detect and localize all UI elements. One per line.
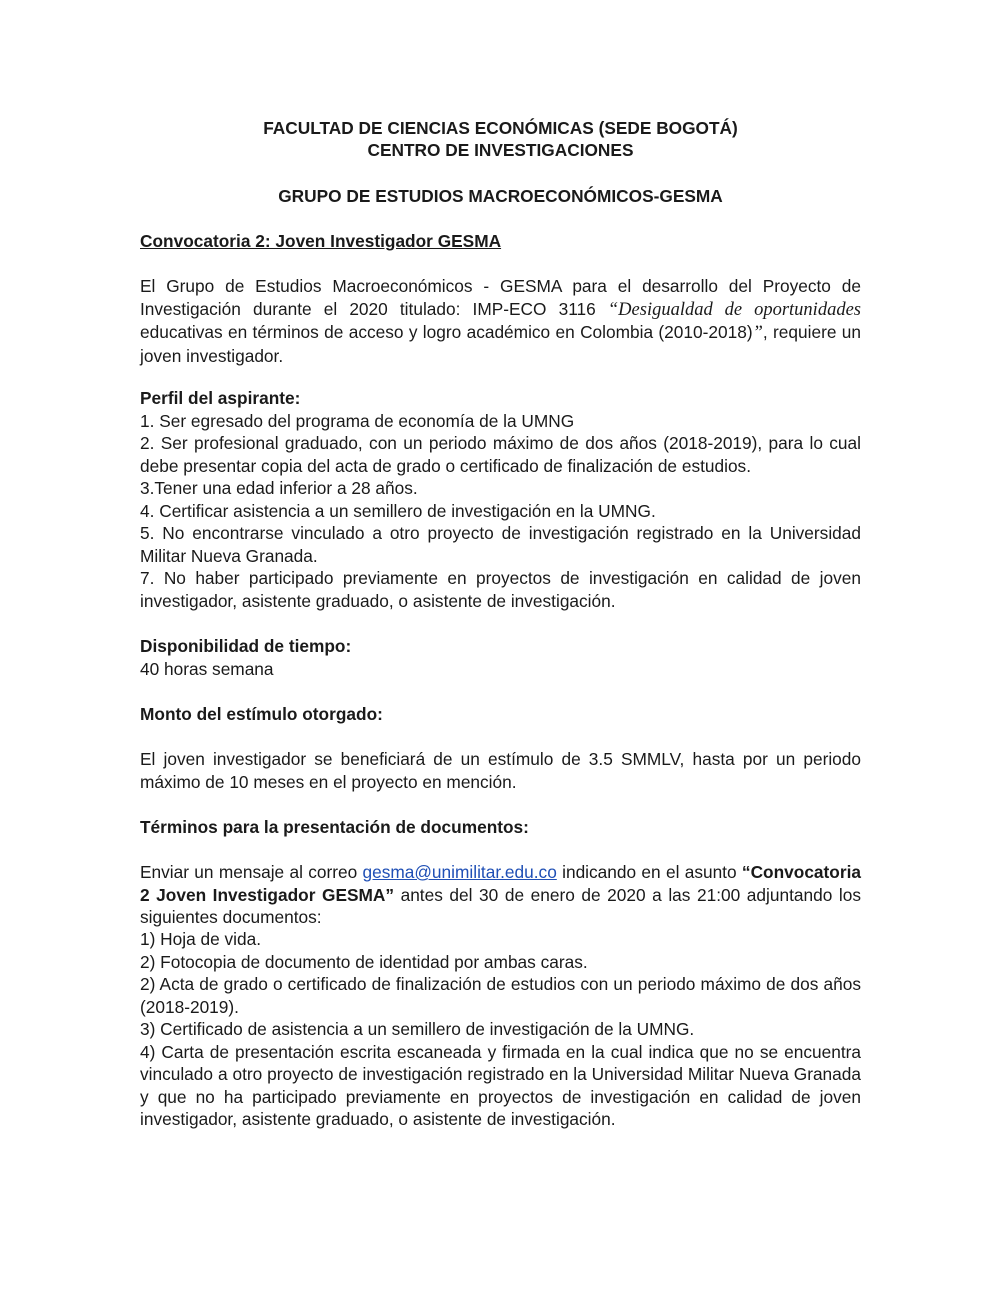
profile-item: 7. No haber participado previamente en proyectos de investigación en calidad de joven investigador, asistente graduado, o asistente de investigación. xyxy=(140,568,861,611)
documents-list xyxy=(140,928,861,1131)
profile-item: 5. No encontrarse vinculado a otro proyecto de investigación registrado en la Universidad Militar Nueva Granada. xyxy=(140,523,861,566)
document-item: 2) Acta de grado o certificado de finalización de estudios con un periodo máximo de dos años (2018-2019). xyxy=(140,974,861,1017)
intro-italic-title: “Desigualdad de oportunidades xyxy=(607,299,861,320)
terms-paragraph xyxy=(140,861,861,929)
email-link[interactable]: gesma@unimilitar.edu.co xyxy=(362,862,557,882)
faculty-line: FACULTAD DE CIENCIAS ECONÓMICAS (SEDE BOGOTÁ) xyxy=(263,118,738,138)
center-line: CENTRO DE INVESTIGACIONES xyxy=(367,140,634,160)
document-item: 1) Hoja de vida. xyxy=(140,929,262,949)
terms-text-before: Enviar un mensaje al correo xyxy=(140,862,363,882)
profile-item: 1. Ser egresado del programa de economía de la UMNG xyxy=(140,410,575,431)
profile-item: 3.Tener una edad inferior a 28 años. xyxy=(140,478,418,498)
email-subject: “Convocatoria 2 Joven Investigador GESMA” xyxy=(140,862,861,905)
document-item: 2) Fotocopia de documento de identidad por ambas caras. xyxy=(140,951,588,972)
intro-text-1: El Grupo de Estudios Macroeconómicos - GESMA para el desarrollo del Proyecto de Investigación durante el 2020 titulado: IMP-ECO 3116 xyxy=(140,276,861,319)
profile-heading: Perfil del aspirante: xyxy=(140,388,301,408)
profile-section xyxy=(140,387,861,612)
availability-heading: Disponibilidad de tiempo: xyxy=(140,636,352,656)
stipend-text: El joven investigador se beneficiará de un estímulo de 3.5 SMMLV, hasta por un periodo máximo de 10 meses en el proyecto en mención. xyxy=(140,749,861,792)
call-title: Convocatoria 2: Joven Investigador GESMA xyxy=(140,231,502,251)
group-heading: GRUPO DE ESTUDIOS MACROECONÓMICOS-GESMA xyxy=(278,186,723,206)
terms-heading: Términos para la presentación de documentos: xyxy=(140,817,529,837)
document-item: 4) Carta de presentación escrita escaneada y firmada en la cual indica que no se encuentra vinculado a otro proyecto de investigación registrado en la Universidad Militar Nueva Granada y que no ha participado previamente en proyectos de investigación en calidad de joven investigador, asistente graduado, o asistente de investigación. xyxy=(140,1041,861,1129)
availability-section xyxy=(140,635,861,680)
intro-italic-close: ” xyxy=(752,323,763,343)
profile-item: 4. Certificar asistencia a un semillero de investigación en la UMNG. xyxy=(140,500,656,521)
availability-value: 40 horas semana xyxy=(140,658,274,679)
terms-text-mid: indicando en el asunto xyxy=(556,862,742,882)
stipend-heading: Monto del estímulo otorgado: xyxy=(140,704,383,724)
document-item: 3) Certificado de asistencia a un semillero de investigación de la UMNG. xyxy=(140,1019,695,1039)
intro-paragraph xyxy=(140,275,861,367)
faculty-heading xyxy=(140,117,861,161)
intro-text-2: educativas en términos de acceso y logro académico en Colombia (2010-2018) xyxy=(140,322,753,342)
terms-text-after: antes del 30 de enero de 2020 a las 21:00 adjuntando los siguientes documentos: xyxy=(140,884,861,927)
profile-item: 2. Ser profesional graduado, con un periodo máximo de dos años (2018-2019), para lo cual debe presentar copia del acta de grado o certificado de finalización de estudios. xyxy=(140,433,861,476)
intro-text-3: , requiere un joven investigador. xyxy=(140,322,861,366)
